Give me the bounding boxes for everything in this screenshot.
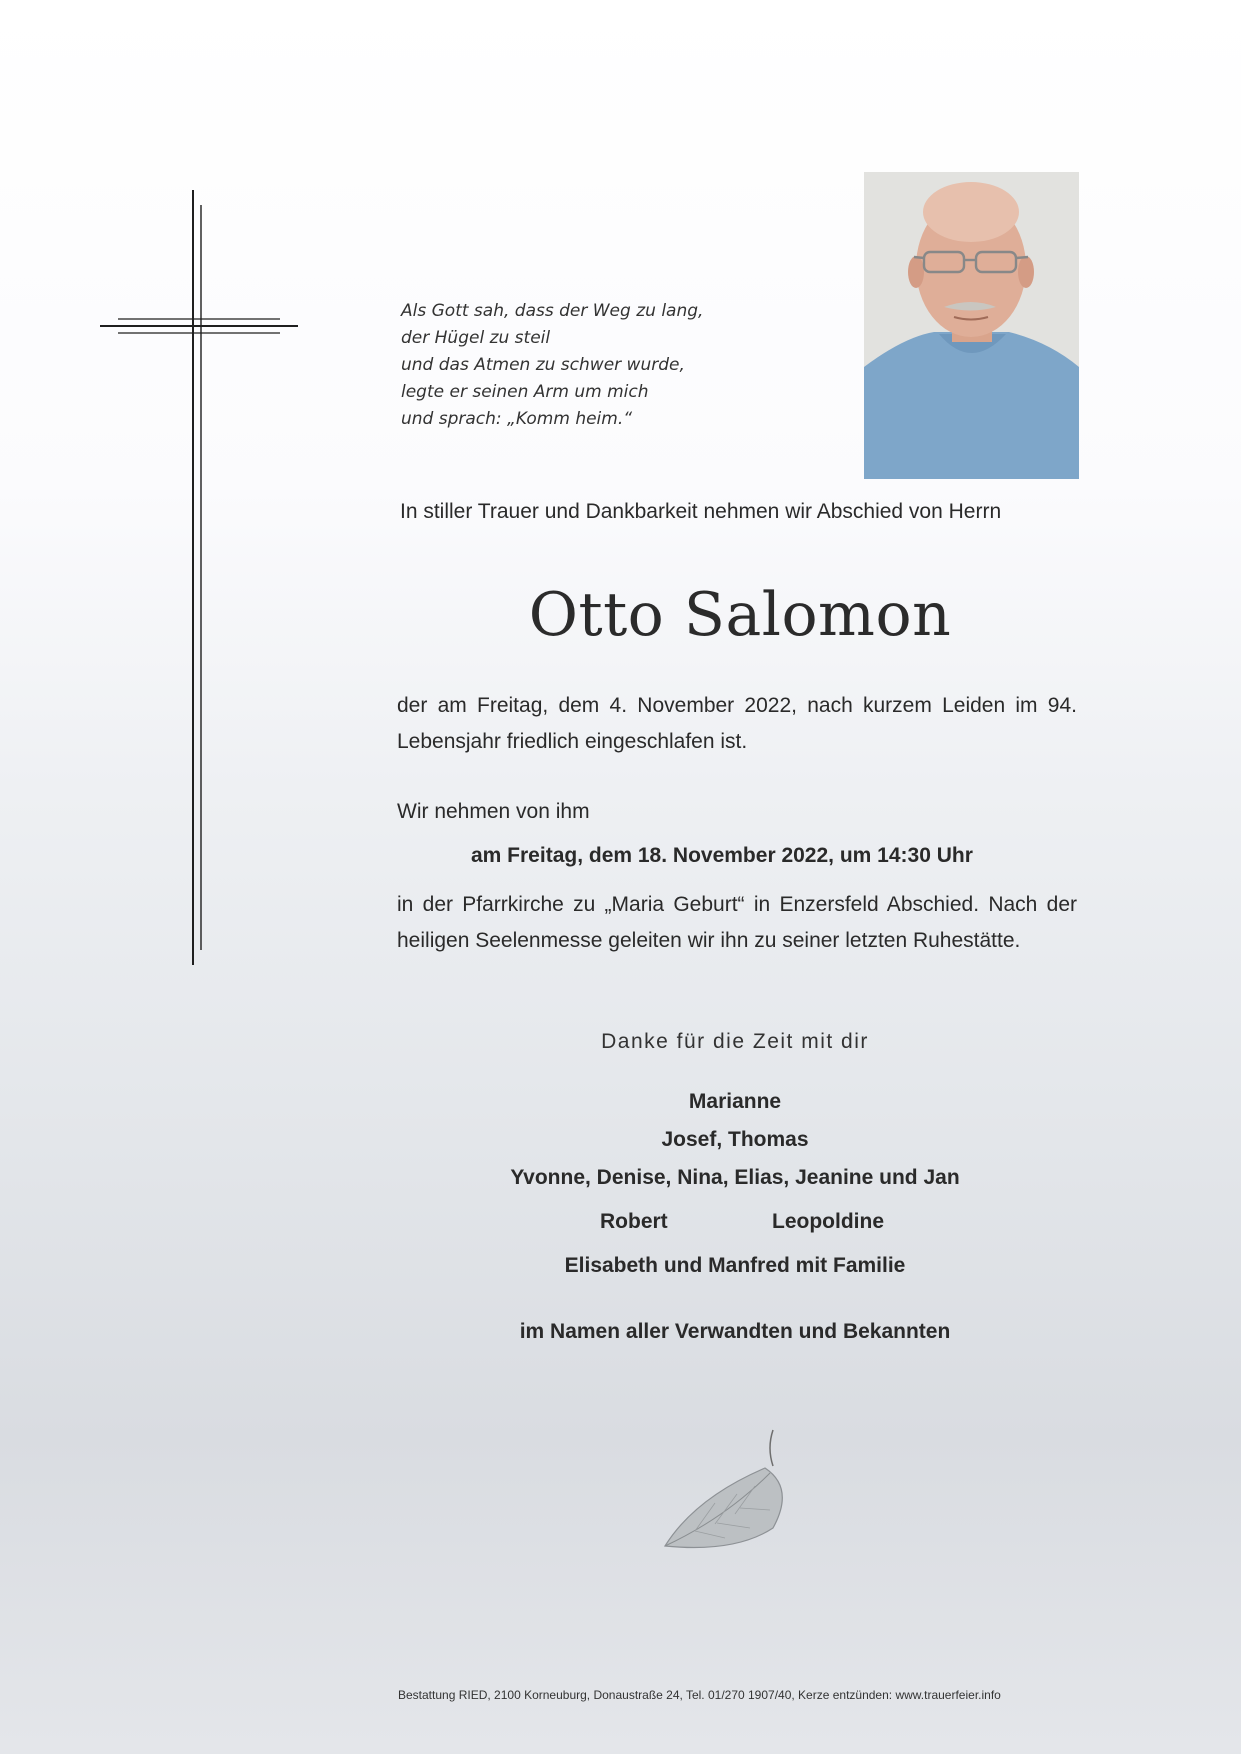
thanks-line: Danke für die Zeit mit dir xyxy=(601,1030,869,1053)
poem-line: legte er seinen Arm um mich xyxy=(401,382,649,402)
footer-text: Bestattung RIED, 2100 Korneuburg, Donaustraße 24, Tel. 01/270 1907/40, Kerze entzünden: www.trauerfeier.info xyxy=(398,1688,1001,1702)
poem-line: und sprach: „Komm heim.“ xyxy=(401,409,633,429)
death-text: der am Freitag, dem 4. November 2022, nach kurzem Leiden im 94. Lebensjahr friedlich eingeschlafen ist. xyxy=(397,694,1077,753)
poem-line: der Hügel zu steil xyxy=(401,328,551,348)
poem-line: Als Gott sah, dass der Weg zu lang, xyxy=(401,301,704,321)
poem xyxy=(401,298,761,433)
deceased-name: Otto Salomon xyxy=(528,580,952,650)
farewell-date: am Freitag, dem 18. November 2022, um 14:30 Uhr xyxy=(471,844,973,867)
family-name-left: Robert xyxy=(600,1210,668,1233)
family-line: Elisabeth und Manfred mit Familie xyxy=(564,1254,906,1277)
poem-line: und das Atmen zu schwer wurde, xyxy=(401,355,685,375)
family-name-right: Leopoldine xyxy=(772,1210,884,1233)
closing-line: im Namen aller Verwandten und Bekannten xyxy=(519,1320,951,1343)
family-line: Yvonne, Denise, Nina, Elias, Jeanine und Jan xyxy=(510,1166,960,1189)
intro-text: In stiller Trauer und Dankbarkeit nehmen wir Abschied von Herrn xyxy=(400,500,1002,523)
family-line: Marianne xyxy=(688,1090,782,1113)
farewell-intro: Wir nehmen von ihm xyxy=(397,800,590,823)
leaf-icon xyxy=(655,1428,815,1553)
portrait-photo xyxy=(864,172,1079,479)
farewell-place: in der Pfarrkirche zu „Maria Geburt“ in Enzersfeld Abschied. Nach der heiligen Seelenmesse geleiten wir ihn zu seiner letzten Ruhestätte. xyxy=(397,893,1077,952)
family-line: Josef, Thomas xyxy=(661,1128,809,1151)
